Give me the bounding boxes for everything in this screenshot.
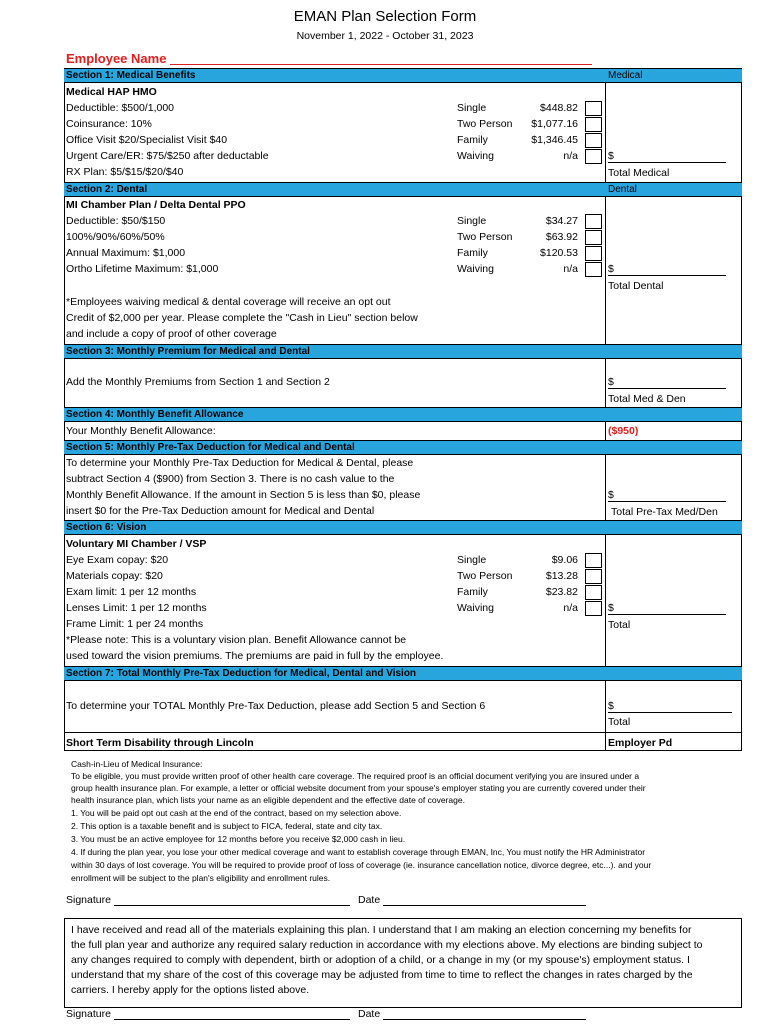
tier-name: Waiving	[457, 150, 494, 162]
section2-detail: 100%/90%/60%/50%	[66, 231, 165, 243]
tier-price: n/a	[563, 150, 578, 162]
tier-checkbox[interactable]	[585, 149, 602, 164]
opt-out-note: Credit of $2,000 per year. Please complete the "Cash in Lieu" section below	[66, 312, 418, 324]
section1-plan-name: Medical HAP HMO	[66, 86, 157, 98]
employee-name-field[interactable]	[170, 64, 592, 65]
agreement-text: understand that my share of the cost of this coverage may be adjusted from time to time to reflect the changes in rates charged by the	[71, 969, 693, 981]
std-employer-paid: Employer Pd	[608, 737, 673, 749]
opt-out-note: and include a copy of proof of other coverage	[66, 328, 277, 340]
cash-in-lieu-item: within 30 days of lost coverage. You will be required to provide proof of loss of coverage (ie. insurance cancellation notice, divorce degree, etc...). and your	[71, 860, 652, 870]
section5-instruction: To determine your Monthly Pre-Tax Deduction for Medical & Dental, please	[66, 457, 414, 469]
tier-price: $448.82	[540, 102, 578, 114]
cash-in-lieu-text: group health insurance plan. For example, a letter or official website document from your spouse's employer stating you are currently covered under their	[71, 783, 646, 793]
cash-in-lieu-title: Cash-in-Lieu of Medical Insurance:	[71, 759, 203, 769]
tier-price: n/a	[563, 602, 578, 614]
total-medical-field[interactable]	[608, 162, 726, 163]
dollar-sign: $	[608, 489, 614, 501]
total-pretax-label: Total	[608, 716, 631, 728]
tier-name: Single	[457, 554, 487, 566]
section4-header	[64, 407, 742, 422]
dollar-sign: $	[608, 376, 614, 388]
tier-name: Single	[457, 102, 487, 114]
total-med-den-label: Total Med & Den	[608, 393, 686, 405]
tier-checkbox[interactable]	[585, 230, 602, 245]
total-medical-label: Total Medical	[608, 167, 670, 179]
cash-in-lieu-item: 4. If during the plan year, you lose your other medical coverage and want to establish coverage through EMAN, Inc, You must notify the HR Administrator	[71, 847, 646, 857]
total-dental-label: Total Dental	[608, 280, 664, 292]
section5-header	[64, 440, 742, 455]
section2-plan-name: MI Chamber Plan / Delta Dental PPO	[66, 199, 246, 211]
dollar-sign: $	[608, 700, 614, 712]
cash-in-lieu-item: enrollment will be subject to the plan's eligibility and enrollment rules.	[71, 873, 331, 883]
dollar-sign: $	[608, 150, 614, 162]
tier-price: $120.53	[540, 247, 578, 259]
section6-detail: Lenses Limit: 1 per 12 months	[66, 602, 207, 614]
signature-field[interactable]	[114, 905, 350, 906]
tier-price: $9.06	[551, 554, 578, 566]
section1-detail: Deductible: $500/1,000	[66, 102, 174, 114]
section6-detail: Eye Exam copay: $20	[66, 554, 169, 566]
tier-price: $23.82	[545, 586, 578, 598]
tier-name: Two Person	[457, 231, 513, 243]
date-label: Date	[358, 1008, 381, 1020]
section2-detail: Annual Maximum: $1,000	[66, 247, 186, 259]
section1-detail: Coinsurance: 10%	[66, 118, 152, 130]
tier-checkbox[interactable]	[585, 117, 602, 132]
section1-detail: RX Plan: $5/$15/$20/$40	[66, 166, 184, 178]
section5-title: Section 5: Monthly Pre-Tax Deduction for Medical and Dental	[66, 442, 355, 453]
tier-name: Single	[457, 215, 487, 227]
section1-detail: Office Visit $20/Specialist Visit $40	[66, 134, 228, 146]
signature-label: Signature	[66, 1008, 111, 1020]
section1-header	[64, 68, 742, 83]
signature-label: Signature	[66, 894, 111, 906]
tier-price: $34.27	[545, 215, 578, 227]
section3-title: Section 3: Monthly Premium for Medical and Dental	[66, 346, 310, 357]
total-vision-label: Total	[608, 619, 631, 631]
tier-checkbox[interactable]	[585, 553, 602, 568]
agreement-text: I have received and read all of the materials explaining this plan. I understand that I am making an election concerning my benefits for	[71, 924, 692, 936]
vision-note: used toward the vision premiums. The premiums are paid in full by the employee.	[66, 650, 444, 662]
section1-right-label: Medical	[608, 70, 643, 81]
section2-right-label: Dental	[608, 184, 637, 195]
section2-title: Section 2: Dental	[66, 184, 148, 195]
total-dental-field[interactable]	[608, 275, 726, 276]
tier-name: Two Person	[457, 118, 513, 130]
section6-detail: Materials copay: $20	[66, 570, 163, 582]
section3-header	[64, 344, 742, 359]
tier-price: $63.92	[545, 231, 578, 243]
agreement-text: the full plan year and authorize any required salary reduction in accordance with my elections above. My elections are binding subject to	[71, 939, 703, 951]
tier-checkbox[interactable]	[585, 133, 602, 148]
tier-name: Family	[457, 247, 488, 259]
dollar-sign: $	[608, 263, 614, 275]
date-field[interactable]	[383, 905, 586, 906]
section6-header	[64, 520, 742, 535]
tier-checkbox[interactable]	[585, 246, 602, 261]
tier-checkbox[interactable]	[585, 262, 602, 277]
cash-in-lieu-item: 2. This option is a taxable benefit and is subject to FICA, federal, state and city tax.	[71, 821, 383, 831]
tier-name: Two Person	[457, 570, 513, 582]
tier-checkbox[interactable]	[585, 101, 602, 116]
cash-in-lieu-item: 3. You must be an active employee for 12 months before you receive $2,000 cash in lieu.	[71, 834, 406, 844]
section1-detail: Urgent Care/ER: $75/$250 after deductable	[66, 150, 269, 162]
tier-checkbox[interactable]	[585, 214, 602, 229]
section1-title: Section 1: Medical Benefits	[66, 70, 196, 81]
tier-name: Family	[457, 134, 488, 146]
std-label: Short Term Disability through Lincoln	[66, 737, 254, 749]
agreement-text: carriers. I hereby apply for the options listed above.	[71, 984, 310, 996]
section5-instruction: insert $0 for the Pre-Tax Deduction amount for Medical and Dental	[66, 505, 375, 517]
benefit-allowance-value: ($950)	[608, 425, 639, 437]
tier-name: Waiving	[457, 263, 494, 275]
signature-field[interactable]	[114, 1019, 350, 1020]
total-pretax-field[interactable]	[608, 712, 732, 713]
form-title: EMAN Plan Selection Form	[293, 8, 477, 25]
total-med-den-field[interactable]	[608, 388, 726, 389]
section7-instruction: To determine your TOTAL Monthly Pre-Tax Deduction, please add Section 5 and Section 6	[66, 700, 486, 712]
cash-in-lieu-text: health insurance plan, which lists your name as an eligible dependent and the effective date of coverage.	[71, 795, 465, 805]
tier-checkbox[interactable]	[585, 569, 602, 584]
section3-instruction: Add the Monthly Premiums from Section 1 and Section 2	[66, 376, 330, 388]
tier-checkbox[interactable]	[585, 585, 602, 600]
tier-price: $1,346.45	[531, 134, 578, 146]
std-separator	[64, 732, 742, 733]
cash-in-lieu-item: 1. You will be paid opt out cash at the end of the contract, based on my selection above.	[71, 808, 402, 818]
employee-name-label: Employee Name	[66, 51, 167, 66]
section6-plan-name: Voluntary MI Chamber / VSP	[66, 538, 207, 550]
opt-out-note: *Employees waiving medical & dental coverage will receive an opt out	[66, 296, 391, 308]
dollar-sign: $	[608, 602, 614, 614]
date-label: Date	[358, 894, 381, 906]
section6-detail: Frame Limit: 1 per 24 months	[66, 618, 204, 630]
cash-in-lieu-text: To be eligible, you must provide written proof of other health care coverage. The required proof is an official document verifying you are insured under a	[71, 771, 640, 781]
section2-header	[64, 182, 742, 197]
tier-name: Waiving	[457, 602, 494, 614]
section4-text: Your Monthly Benefit Allowance:	[66, 425, 216, 437]
section6-title: Section 6: Vision	[66, 522, 147, 533]
section7-title: Section 7: Total Monthly Pre-Tax Deduction for Medical, Dental and Vision	[66, 668, 417, 679]
agreement-text: any changes required to comply with dependent, birth or adoption of a child, or a change in my (or my spouse's) employment status. I	[71, 954, 690, 966]
section7-header	[64, 666, 742, 681]
tier-checkbox[interactable]	[585, 601, 602, 616]
total-pretax-med-den-label: Total Pre-Tax Med/Den	[611, 506, 718, 518]
section2-detail: Deductible: $50/$150	[66, 215, 166, 227]
tier-price: $13.28	[545, 570, 578, 582]
vision-note: *Please note: This is a voluntary vision plan. Benefit Allowance cannot be	[66, 634, 407, 646]
date-field[interactable]	[383, 1019, 586, 1020]
tier-price: $1,077.16	[531, 118, 578, 130]
plan-dates: November 1, 2022 - October 31, 2023	[296, 30, 474, 42]
section5-instruction: Monthly Benefit Allowance. If the amount in Section 5 is less than $0, please	[66, 489, 421, 501]
tier-name: Family	[457, 586, 488, 598]
total-pretax-med-den-field[interactable]	[608, 501, 726, 502]
total-vision-field[interactable]	[608, 614, 726, 615]
section6-detail: Exam limit: 1 per 12 months	[66, 586, 197, 598]
tier-price: n/a	[563, 263, 578, 275]
section5-instruction: subtract Section 4 ($900) from Section 3. There is no cash value to the	[66, 473, 395, 485]
section4-title: Section 4: Monthly Benefit Allowance	[66, 409, 244, 420]
section2-detail: Ortho Lifetime Maximum: $1,000	[66, 263, 219, 275]
